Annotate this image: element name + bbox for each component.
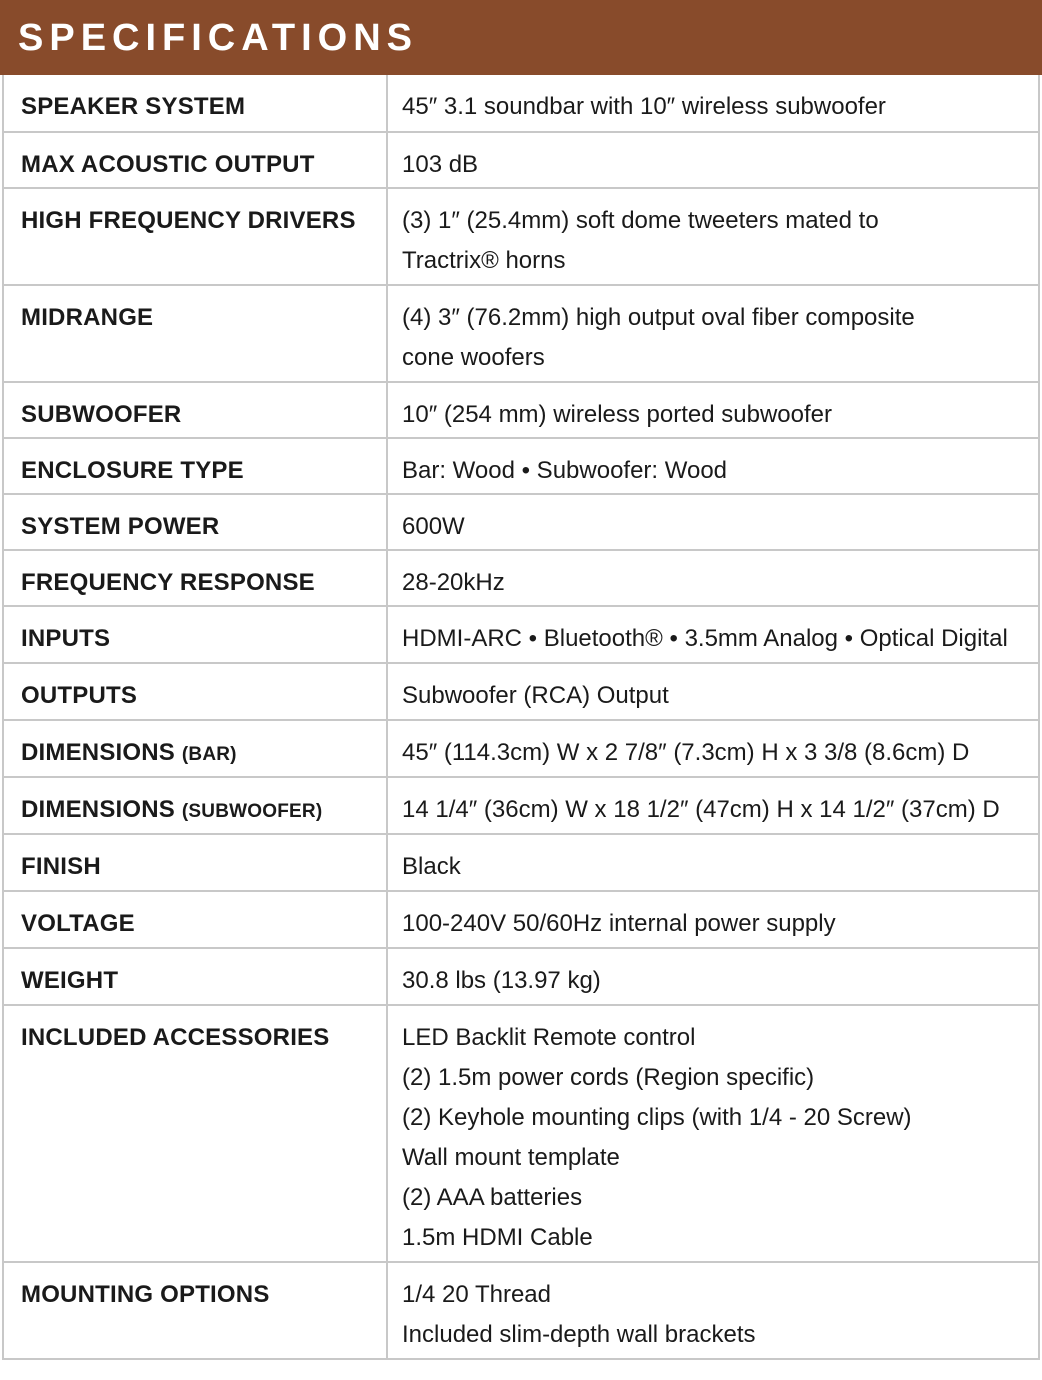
spec-value-line: 1/4 20 Thread (402, 1281, 552, 1308)
spec-label-text: MAX ACOUSTIC OUTPUT (21, 151, 315, 178)
spec-label (4, 133, 388, 187)
spec-value-line: HDMI-ARC • Bluetooth® • 3.5mm Analog • Optical Digital (402, 625, 1008, 652)
spec-value-line: Included slim-depth wall brackets (402, 1321, 756, 1348)
spec-value (388, 664, 1038, 719)
spec-value-line: LED Backlit Remote control (402, 1024, 696, 1051)
table-row (4, 381, 1038, 437)
spec-label-text: FREQUENCY RESPONSE (21, 569, 315, 596)
spec-value-line: 103 dB (402, 151, 479, 178)
spec-value (388, 286, 1038, 381)
spec-label (4, 286, 388, 381)
specifications-header (0, 0, 1042, 75)
spec-value-line: 14 1/4″ (36cm) W x 18 1/2″ (47cm) H x 14 1/2″ (37cm) D (402, 796, 1000, 823)
spec-label (4, 189, 388, 284)
spec-label-text: INPUTS (21, 625, 111, 652)
spec-value-line: (4) 3″ (76.2mm) high output oval fiber composite (402, 304, 915, 331)
spec-label-text: HIGH FREQUENCY DRIVERS (21, 207, 356, 234)
table-row (4, 75, 1038, 131)
spec-value-line: 45″ (114.3cm) W x 2 7/8″ (7.3cm) H x 3 3/8 (8.6cm) D (402, 739, 970, 766)
spec-label (4, 1263, 388, 1358)
spec-label-text: SUBWOOFER (21, 401, 182, 428)
table-row (4, 1004, 1038, 1261)
spec-value (388, 383, 1038, 437)
table-row (4, 284, 1038, 381)
spec-label-text: WEIGHT (21, 967, 119, 994)
spec-value (388, 607, 1038, 662)
spec-value-line: 100-240V 50/60Hz internal power supply (402, 910, 836, 937)
spec-value (388, 721, 1038, 776)
spec-label-text: DIMENSIONS (21, 739, 176, 766)
spec-value-line: Wall mount template (402, 1144, 620, 1171)
spec-label-text: VOLTAGE (21, 910, 135, 937)
spec-label (4, 664, 388, 719)
spec-value (388, 551, 1038, 605)
table-row (4, 776, 1038, 833)
spec-label (4, 721, 388, 776)
spec-label (4, 495, 388, 549)
table-row (4, 1261, 1038, 1358)
spec-label (4, 607, 388, 662)
table-row (4, 437, 1038, 493)
spec-label (4, 75, 388, 131)
spec-label (4, 892, 388, 947)
spec-value (388, 75, 1038, 131)
spec-value-line: (2) 1.5m power cords (Region specific) (402, 1064, 815, 1091)
spec-value (388, 949, 1038, 1004)
spec-value (388, 1006, 1038, 1261)
spec-label-text: OUTPUTS (21, 682, 138, 709)
spec-value-line: (2) Keyhole mounting clips (with 1/4 - 20 Screw) (402, 1104, 912, 1131)
table-row (4, 549, 1038, 605)
spec-label-text: FINISH (21, 853, 101, 880)
spec-value-line: Subwoofer (RCA) Output (402, 682, 669, 709)
spec-value-line: 30.8 lbs (13.97 kg) (402, 967, 601, 994)
spec-label-suffix: (BAR) (181, 744, 237, 765)
spec-value-line: 45″ 3.1 soundbar with 10″ wireless subwoofer (402, 93, 886, 120)
spec-label-text: ENCLOSURE TYPE (21, 457, 244, 484)
spec-value (388, 835, 1038, 890)
spec-label (4, 551, 388, 605)
table-row (4, 493, 1038, 549)
spec-label (4, 439, 388, 493)
specifications-table (2, 75, 1040, 1360)
spec-value-line: cone woofers (402, 344, 545, 371)
spec-value-line: Tractrix® horns (402, 247, 566, 274)
spec-value-line: (3) 1″ (25.4mm) soft dome tweeters mated to (402, 207, 879, 234)
spec-value-line: 28-20kHz (402, 569, 505, 596)
spec-value-line: 10″ (254 mm) wireless ported subwoofer (402, 401, 833, 428)
spec-value (388, 778, 1038, 833)
table-row (4, 947, 1038, 1004)
spec-value-line: Black (402, 853, 461, 880)
page-title: SPECIFICATIONS (18, 16, 418, 59)
table-row (4, 605, 1038, 662)
spec-label-text: MIDRANGE (21, 304, 154, 331)
table-row (4, 131, 1038, 187)
table-row (4, 833, 1038, 890)
spec-label-suffix: (SUBWOOFER) (181, 801, 323, 822)
spec-label (4, 949, 388, 1004)
table-row (4, 719, 1038, 776)
spec-label-text: INCLUDED ACCESSORIES (21, 1024, 330, 1051)
table-row (4, 662, 1038, 719)
spec-label (4, 835, 388, 890)
spec-value (388, 1263, 1038, 1358)
spec-label (4, 383, 388, 437)
table-row (4, 187, 1038, 284)
spec-value (388, 189, 1038, 284)
spec-value (388, 133, 1038, 187)
spec-value-line: 1.5m HDMI Cable (402, 1224, 593, 1251)
spec-label-text: SYSTEM POWER (21, 513, 220, 540)
spec-label (4, 778, 388, 833)
spec-value (388, 495, 1038, 549)
spec-value-line: Bar: Wood • Subwoofer: Wood (402, 457, 728, 484)
spec-value-line: 600W (402, 513, 465, 540)
spec-label-text: DIMENSIONS (21, 796, 176, 823)
spec-label-text: MOUNTING OPTIONS (21, 1281, 270, 1308)
spec-label (4, 1006, 388, 1261)
spec-value-line: (2) AAA batteries (402, 1184, 583, 1211)
spec-value (388, 892, 1038, 947)
spec-label-text: SPEAKER SYSTEM (21, 93, 246, 120)
spec-value (388, 439, 1038, 493)
table-row (4, 890, 1038, 947)
